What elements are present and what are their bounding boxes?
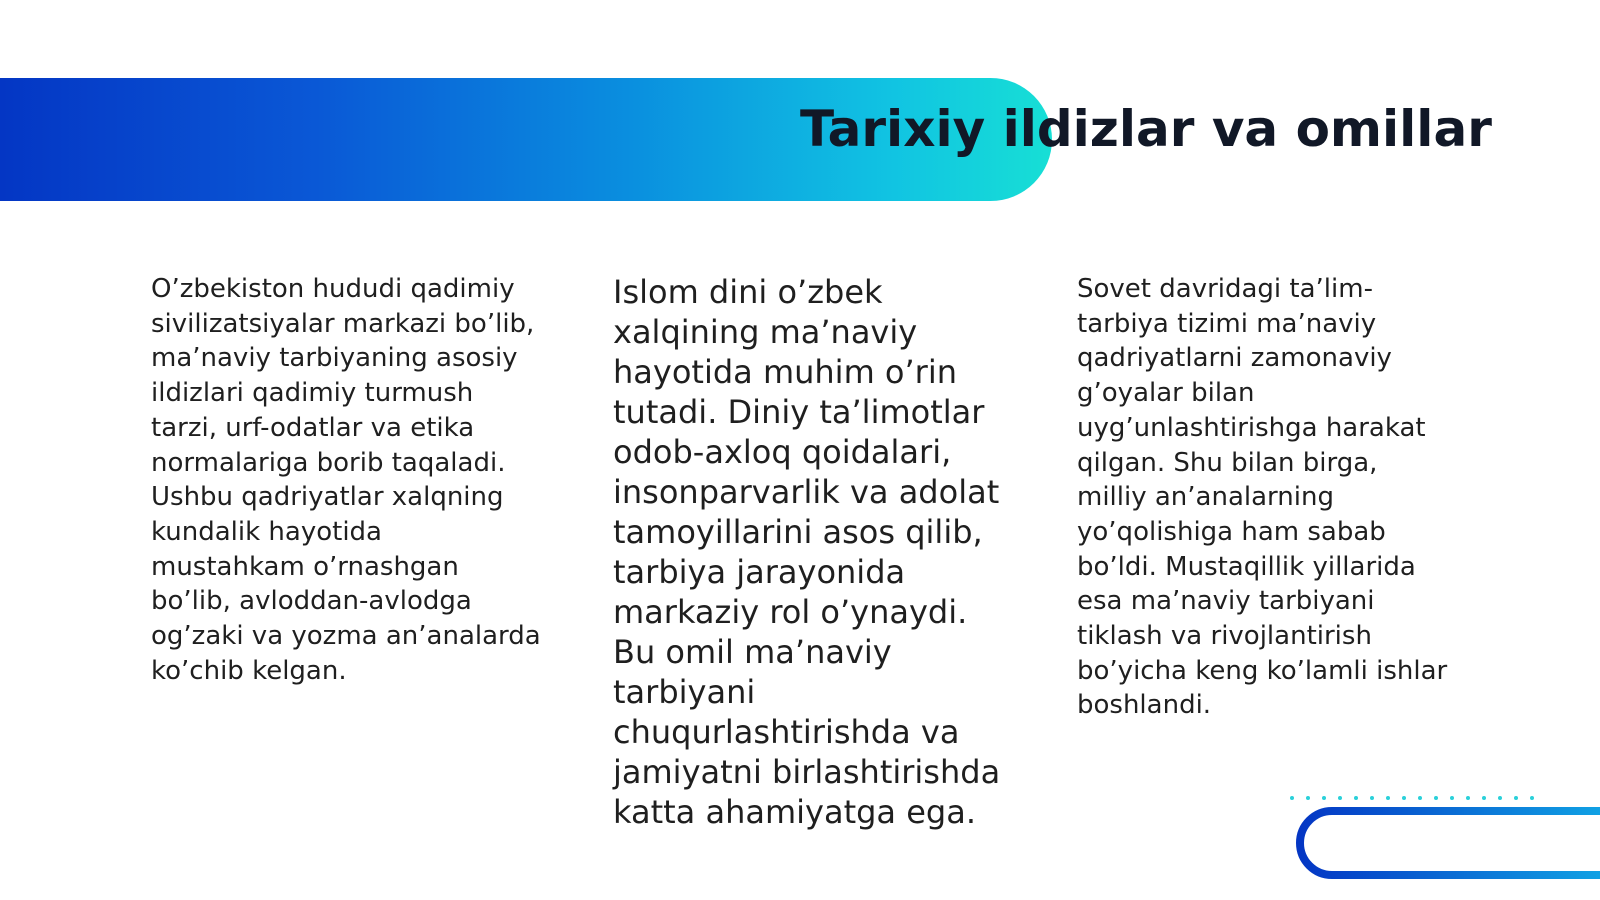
slide-title: Tarixiy ildizlar va omillar (800, 100, 1492, 158)
column-islam: Islom dini o’zbek xalqining ma’naviy hayotida muhim o’rin tutadi. Diniy ta’limotlar odob-axloq qoidalari, insonparvarlik va adolat tamoyillarini asos qilib, tarbiya jarayonida markaziy rol o’ynaydi. Bu omil ma’naviy tarbiyani chuqurlashtirishda va jamiyatni birlashtirishda katta ahamiyatga ega. (613, 273, 1001, 831)
column-soviet-independence: Sovet davridagi ta’lim-tarbiya tizimi ma’naviy qadriyatlarni zamonaviy g’oyalar bilan uyg’unlashtirishga harakat qilgan. Shu bilan birga, milliy an’analarning yo’qolishiga ham sabab bo’ldi. Mustaqillik yillarida esa ma’naviy tarbiyani tiklash va rivojlantirish bo’yicha keng ko’lamli ishlar boshlandi. (1077, 274, 1448, 721)
decorative-corner (1290, 790, 1600, 890)
column-ancient-roots: O’zbekiston hududi qadimiy sivilizatsiyalar markazi bo’lib, ma’naviy tarbiyaning asosiy ildizlari qadimiy turmush tarzi, urf-odatlar va etika normalariga borib taqaladi. Ushbu qadriyatlar xalqning kundalik hayotida mustahkam o’rnashgan bo’lib, avloddan-avlodga og’zaki va yozma an’analarda ko’chib kelgan. (151, 274, 541, 686)
decorative-rounded-outline (1300, 811, 1600, 875)
decorative-dot-row (1290, 796, 1534, 800)
